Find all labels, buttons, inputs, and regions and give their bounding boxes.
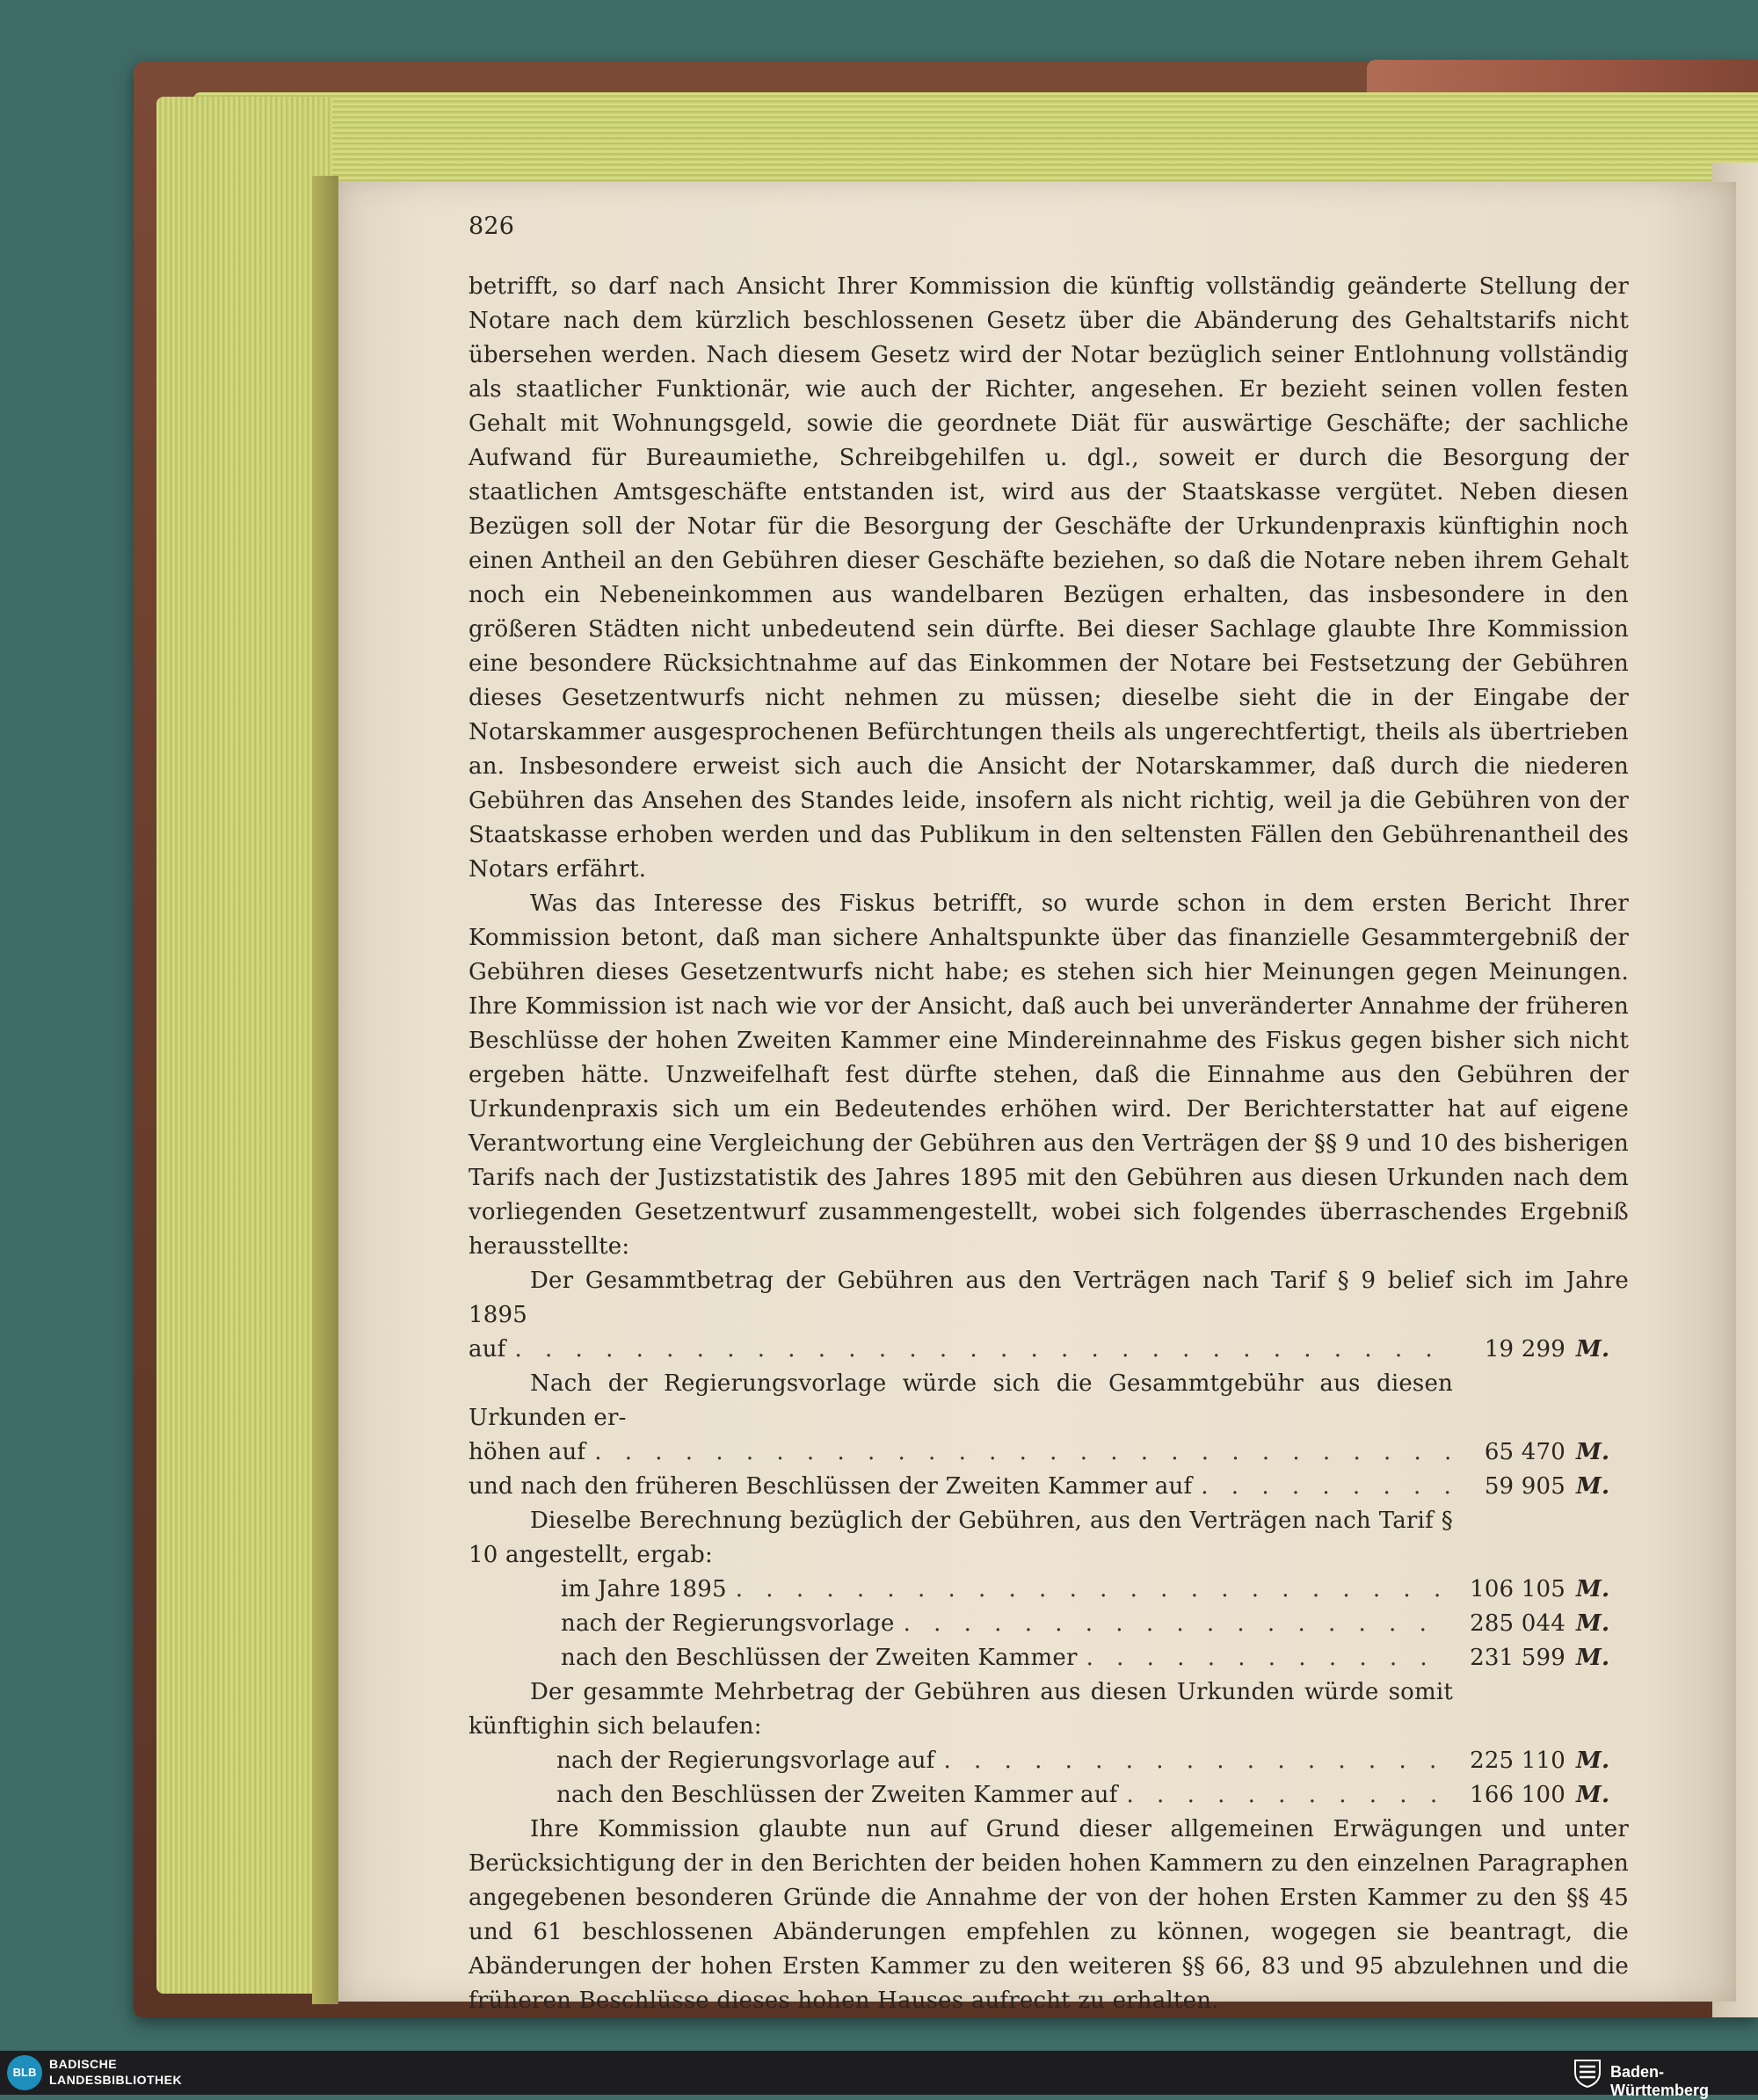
- row-amount: 231 599: [1470, 1645, 1565, 1671]
- row-label: nach der Regierungsvorlage: [561, 1610, 895, 1637]
- library-name-line2: LANDESBIBLIOTHEK: [49, 2073, 183, 2087]
- state-crest-icon: [1572, 2057, 1603, 2089]
- row-label: nach der Regierungsvorlage auf: [556, 1748, 935, 1774]
- leader-dots: [736, 1573, 1451, 1607]
- page-stack: [312, 176, 338, 2004]
- table1-row-3: [469, 1470, 1629, 1504]
- row-label: nach den Beschlüssen der Zweiten Kammer auf: [556, 1782, 1118, 1808]
- row-amount: 106 105: [1470, 1576, 1565, 1602]
- table1-row-2: [469, 1435, 1629, 1470]
- leader-dots: [944, 1744, 1451, 1778]
- table1-row-1: [469, 1333, 1629, 1367]
- table3-row-2: [469, 1778, 1629, 1813]
- paragraph-1: betrifft, so darf nach Ansicht Ihrer Kommission die künftig vollständig geänderte Stellung der Notare nach dem kürzlich beschlossenen Gesetz über die Abänderung des Gehaltstarifs nicht übersehen werden. Nach diesem Gesetz wird der Notar bezüglich seiner Entlohnung vollständig als staatlicher Funktionär, wie auch der Richter, angesehen. Er bezieht seinen vollen festen Gehalt mit Wohnungsgeld, sowie die geordnete Diät für auswärtige Geschäfte; der sachliche Aufwand für Bureaumiethe, Schreibgehilfen u. dgl., soweit er durch die Besorgung der staatlichen Amtsgeschäfte entstanden ist, wird aus der Staatskasse vergütet. Neben diesen Bezügen soll der Notar für die Besorgung der Geschäfte der Urkundenpraxis künftighin noch einen Antheil an den Gebühren dieser Geschäfte beziehen, so daß die Notare neben ihrem Gehalt noch ein Nebeneinkommen aus wandelbaren Bezügen erhalten, das insbesondere in den größeren Städten nicht unbedeutend sein dürfte. Bei dieser Sachlage glaubte Ihre Kommission eine besondere Rücksichtnahme auf das Einkommen der Notare bei Festsetzung der Gebühren dieses Gesetzentwurfs nicht nehmen zu müssen; dieselbe sieht die in der Eingabe der Notarskammer ausgesprochenen Befürchtungen theils als ungerechtfertigt, theils als übertrieben an. Insbesondere erweist sich auch die Ansicht der Notarskammer, daß durch die niederen Gebühren das Ansehen des Standes leide, insofern als nicht richtig, weil ja die Gebühren von der Staatskasse erhoben werden und das Publikum in den seltensten Fällen den Gebührenantheil des Notars erfährt.: [469, 273, 1629, 883]
- table2-intro: Dieselbe Berechnung bezüglich der Gebühren, aus den Verträgen nach Tarif § 10 angestellt, ergab:: [469, 1508, 1453, 1568]
- table3-row-1: [469, 1744, 1629, 1778]
- row-amount: 59 905: [1484, 1473, 1565, 1500]
- currency-mark: M.: [1576, 1782, 1610, 1808]
- table2-row-1: [469, 1573, 1629, 1607]
- currency-mark: M.: [1576, 1576, 1610, 1602]
- row-amount: 19 299: [1484, 1336, 1565, 1362]
- page-body: [469, 270, 1629, 2018]
- library-name[interactable]: [49, 2056, 182, 2088]
- page-top-edge: [193, 92, 1758, 189]
- final-paragraph: Ihre Kommission glaubte nun auf Grund dieser allgemeinen Erwägungen und unter Berücksichtigung der in den Berichten der beiden hohen Kammern zu den einzelnen Paragraphen angegebenen besonderen Gründe die Annahme der von der hohen Ersten Kammer zu den §§ 45 und 61 beschlossenen Abänderungen empfehlen zu können, wogegen sie beantragt, die Abänderungen der hohen Ersten Kammer zu den weiteren §§ 66, 83 und 95 abzulehnen und die früheren Beschlüsse dieses hohen Hauses aufrecht zu erhalten.: [469, 1816, 1629, 2014]
- currency-mark: M.: [1576, 1473, 1610, 1500]
- state-name[interactable]: Baden-Württemberg: [1610, 2063, 1709, 2099]
- page-fore-edge: [156, 97, 332, 1994]
- currency-mark: M.: [1576, 1336, 1610, 1362]
- table1-intro: Der Gesammtbetrag der Gebühren aus den Verträgen nach Tarif § 9 belief sich im Jahre 1895: [469, 1268, 1629, 1328]
- leader-dots: [1201, 1470, 1451, 1504]
- library-name-line1: BADISCHE: [49, 2057, 118, 2071]
- row-amount: 225 110: [1470, 1748, 1565, 1774]
- row-label: nach den Beschlüssen der Zweiten Kammer: [561, 1645, 1078, 1671]
- row-amount: 166 100: [1470, 1782, 1565, 1808]
- leader-dots: [904, 1607, 1451, 1641]
- row-amount: 65 470: [1484, 1439, 1565, 1465]
- table1-row-2-intro: Nach der Regierungsvorlage würde sich die Gesammtgebühr aus diesen Urkunden er-: [469, 1370, 1453, 1431]
- currency-mark: M.: [1576, 1645, 1610, 1671]
- leader-dots: [514, 1333, 1451, 1367]
- paragraph-2: Was das Interesse des Fiskus betrifft, so wurde schon in dem ersten Bericht Ihrer Kommission betont, daß man sichere Anhaltspunkte über das finanzielle Gesammtergebniß der Gebühren dieses Gesetzentwurfs nicht habe; es stehen sich hier Meinungen gegen Meinungen. Ihre Kommission ist nach wie vor der Ansicht, daß auch bei unveränderter Annahme der früheren Beschlüsse der hohen Zweiten Kammer eine Mindereinnahme des Fiskus gegen bisher sich nicht ergeben hätte. Unzweifelhaft fest dürfte stehen, daß die Einnahme aus den Gebühren der Urkundenpraxis sich um ein Bedeutendes erhöhen wird. Der Berichterstatter hat auf eigene Verantwortung eine Vergleichung der Gebühren aus den Verträgen der §§ 9 und 10 des bisherigen Tarifs nach der Justizstatistik des Jahres 1895 mit den Gebühren aus diesen Urkunden nach dem vorliegenden Gesetzentwurf zusammengestellt, wobei sich folgendes überraschendes Ergebniß herausstellte:: [469, 890, 1629, 1260]
- table2-row-2: [469, 1607, 1629, 1641]
- currency-mark: M.: [1576, 1439, 1610, 1465]
- table2-row-3: [469, 1641, 1629, 1675]
- row-label: auf: [469, 1336, 506, 1362]
- page-number: 826: [469, 213, 515, 240]
- blb-logo[interactable]: BLB: [7, 2055, 42, 2090]
- row-label: und nach den früheren Beschlüssen der Zweiten Kammer auf: [469, 1473, 1193, 1500]
- currency-mark: M.: [1576, 1610, 1610, 1637]
- leader-dots: [594, 1435, 1451, 1470]
- leader-dots: [1127, 1778, 1451, 1813]
- row-amount: 285 044: [1470, 1610, 1565, 1637]
- table3-intro: Der gesammte Mehrbetrag der Gebühren aus diesen Urkunden würde somit künftighin sich belaufen:: [469, 1679, 1453, 1740]
- leader-dots: [1086, 1641, 1451, 1675]
- currency-mark: M.: [1576, 1748, 1610, 1774]
- footer-bar: [0, 2051, 1758, 2099]
- row-label: höhen auf: [469, 1439, 586, 1465]
- row-label: im Jahre 1895: [561, 1576, 727, 1602]
